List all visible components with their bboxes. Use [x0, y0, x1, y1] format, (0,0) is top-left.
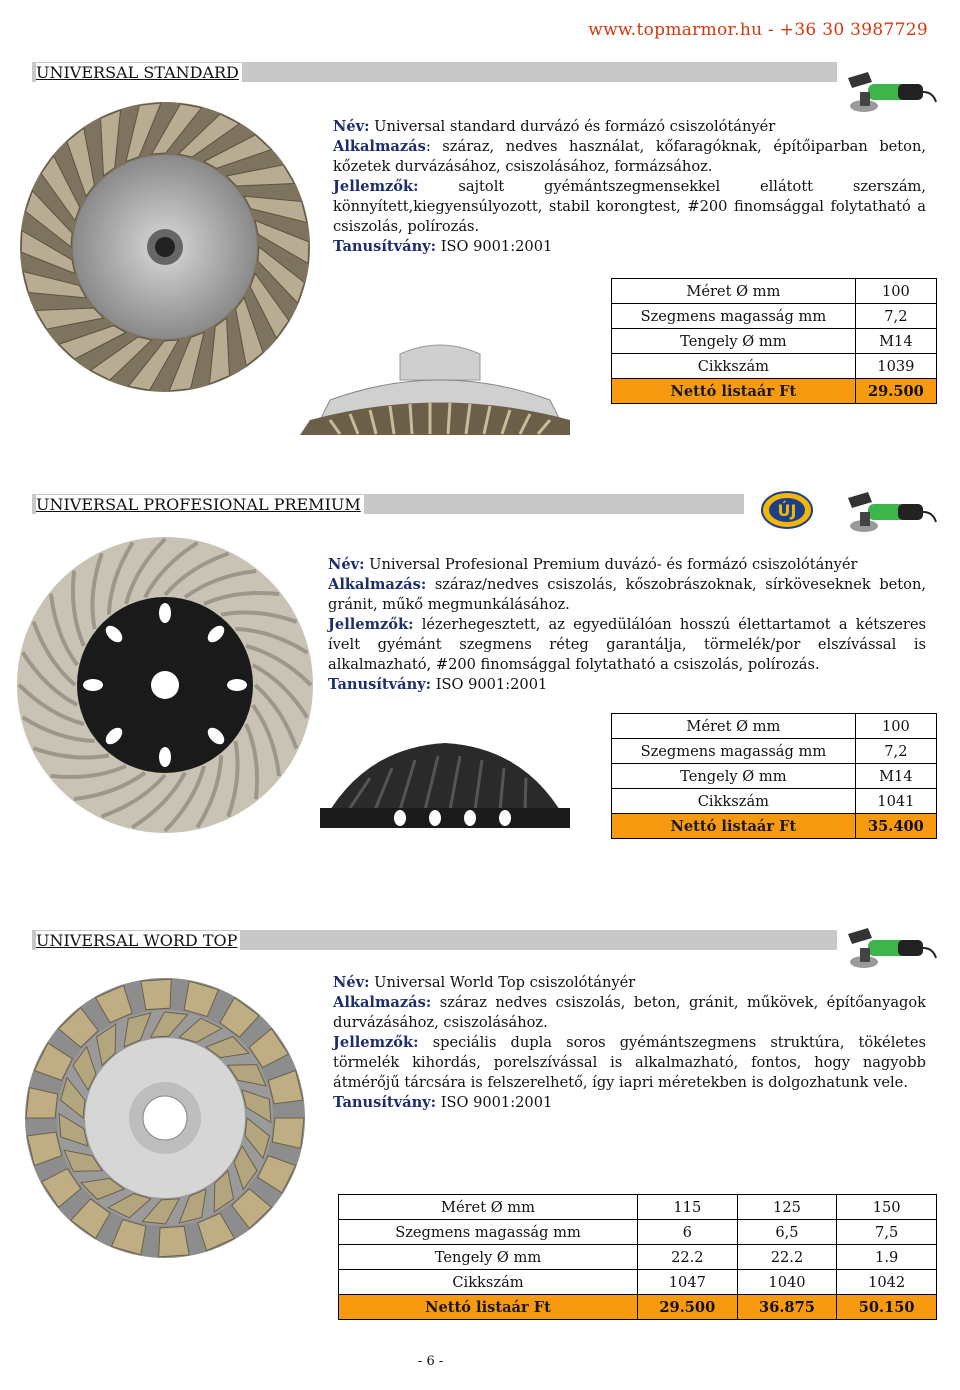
price-value: 35.400 — [855, 814, 936, 839]
table-cell: 125 — [737, 1195, 837, 1220]
certificate-text: ISO 9001:2001 — [431, 676, 548, 693]
site-header[interactable]: www.topmarmor.hu - +36 30 3987729 — [588, 20, 928, 40]
product-name: Universal Profesional Premium duvázó- és formázó csiszolótányér — [364, 556, 858, 573]
label-jellemzok: Jellemzők: — [328, 616, 414, 633]
table-cell: 100 — [855, 279, 936, 304]
new-badge-icon — [760, 490, 814, 530]
angle-grinder-icon — [838, 70, 938, 120]
table-row — [612, 304, 937, 329]
table-row — [612, 789, 937, 814]
table-cell: 22.2 — [737, 1245, 837, 1270]
label-alkalmazas: Alkalmazás: — [333, 994, 432, 1011]
price-label: Nettó listaár Ft — [612, 814, 856, 839]
table-cell: M14 — [855, 764, 936, 789]
section-description — [333, 117, 926, 257]
table-cell: 1041 — [855, 789, 936, 814]
section-description — [333, 973, 926, 1113]
application-text: száraz/nedves csiszolás, kőszobrászoknak, sírköveseknek beton, gránit, műkő megmunkálásához. — [328, 576, 926, 613]
label-tanusitvany: Tanusítvány: — [333, 238, 437, 255]
premium-side-view-image — [300, 738, 590, 833]
table-cell: Méret Ø mm — [339, 1195, 638, 1220]
features-text: speciális dupla soros gyémántszegmens struktúra, tökéletes törmelék kihordás, porelszívással is alkalmazható, fontos, hogy nagyobb átmérőjű tárcsára is felszerelhető, így iapri méretekben is dolgozhatunk vele. — [333, 1034, 926, 1091]
table-cell: 6 — [638, 1220, 738, 1245]
label-nev: Név: — [328, 556, 365, 573]
table-cell: Cikkszám — [339, 1270, 638, 1295]
application-text: : száraz, nedves használat, kőfaragóknak, építőiparban beton, kőzetek durvázásához, csiszolásához, formázsához. — [333, 138, 926, 175]
angle-grinder-icon — [838, 926, 938, 976]
table-cell: 100 — [855, 714, 936, 739]
premium-cup-wheel-image — [15, 535, 320, 840]
spec-table-standard — [611, 278, 937, 404]
spec-table-premium — [611, 713, 937, 839]
table-cell: Szegmens magasság mm — [339, 1220, 638, 1245]
table-cell: 7,2 — [855, 304, 936, 329]
world-top-cup-wheel-image — [20, 973, 310, 1263]
table-row — [612, 279, 937, 304]
table-cell: M14 — [855, 329, 936, 354]
label-alkalmazas: Alkalmazás: — [328, 576, 427, 593]
product-name: Universal World Top csiszolótányér — [369, 974, 636, 991]
spec-table-world-top — [338, 1194, 937, 1320]
table-cell: 150 — [837, 1195, 937, 1220]
table-row — [339, 1220, 937, 1245]
section-description — [328, 555, 926, 695]
price-label: Nettó listaár Ft — [612, 379, 856, 404]
certificate-text: ISO 9001:2001 — [436, 238, 553, 255]
features-text: lézerhegesztett, az egyedülálóan hosszú élettartamot a kétszeres ívelt gyémánt szegmens réteg garantálja, törmelék/por elszívással is alkalmazható, #200 finomsággal folytatható a csiszolás, polírozás. — [328, 616, 926, 673]
badge-text: ÚJ — [777, 501, 797, 520]
table-cell: Tengely Ø mm — [612, 764, 856, 789]
label-jellemzok: Jellemzők: — [333, 178, 419, 195]
table-cell: Cikkszám — [612, 789, 856, 814]
label-alkalmazas: Alkalmazás — [333, 138, 426, 155]
table-cell: 7,5 — [837, 1220, 937, 1245]
label-tanusitvany: Tanusítvány: — [333, 1094, 437, 1111]
label-tanusitvany: Tanusítvány: — [328, 676, 432, 693]
section-title: UNIVERSAL PROFESIONAL PREMIUM — [36, 495, 364, 514]
price-row — [612, 814, 937, 839]
section-bar-universal-word-top — [32, 930, 837, 950]
table-row — [339, 1195, 937, 1220]
table-cell: 1039 — [855, 354, 936, 379]
table-cell: Tengely Ø mm — [612, 329, 856, 354]
page-number: - 6 - — [418, 1354, 444, 1369]
table-row — [612, 329, 937, 354]
table-row — [612, 739, 937, 764]
table-cell: Méret Ø mm — [612, 279, 856, 304]
table-cell: 115 — [638, 1195, 738, 1220]
table-cell: 1.9 — [837, 1245, 937, 1270]
table-cell: 7,2 — [855, 739, 936, 764]
price-row — [612, 379, 937, 404]
features-text: sajtolt gyémántszegmensekkel ellátott szerszám, könnyített,kiegyensúlyozott, stabil korongtest, #200 finomsággal folytatható a csiszolás, polírozás. — [333, 178, 926, 235]
table-row — [612, 764, 937, 789]
section-title: UNIVERSAL STANDARD — [36, 63, 242, 82]
label-nev: Név: — [333, 974, 370, 991]
section-bar-universal-standard — [32, 62, 837, 82]
price-value: 29.500 — [855, 379, 936, 404]
table-cell: 22.2 — [638, 1245, 738, 1270]
angle-grinder-icon — [838, 490, 938, 540]
certificate-text: ISO 9001:2001 — [436, 1094, 553, 1111]
table-cell: 1047 — [638, 1270, 738, 1295]
table-cell: Méret Ø mm — [612, 714, 856, 739]
application-text: száraz nedves csiszolás, beton, gránit, műkövek, építőanyagok durvázásához, csiszolásához. — [333, 994, 926, 1031]
table-cell: Szegmens magasság mm — [612, 739, 856, 764]
table-cell: Tengely Ø mm — [339, 1245, 638, 1270]
table-cell: 6,5 — [737, 1220, 837, 1245]
section-title: UNIVERSAL WORD TOP — [36, 931, 240, 950]
price-value: 29.500 — [638, 1295, 738, 1320]
label-jellemzok: Jellemzők: — [333, 1034, 419, 1051]
price-label: Nettó listaár Ft — [339, 1295, 638, 1320]
table-row — [339, 1270, 937, 1295]
table-row — [339, 1245, 937, 1270]
table-cell: Cikkszám — [612, 354, 856, 379]
price-value: 36.875 — [737, 1295, 837, 1320]
table-cell: Szegmens magasság mm — [612, 304, 856, 329]
standard-cup-wheel-image — [15, 97, 320, 402]
table-row — [612, 354, 937, 379]
price-value: 50.150 — [837, 1295, 937, 1320]
table-cell: 1042 — [837, 1270, 937, 1295]
table-row — [612, 714, 937, 739]
table-cell: 1040 — [737, 1270, 837, 1295]
label-nev: Név: — [333, 118, 370, 135]
section-bar-universal-profesional-premium — [32, 494, 744, 514]
product-name: Universal standard durvázó és formázó csiszolótányér — [369, 118, 776, 135]
price-row — [339, 1295, 937, 1320]
standard-side-view-image — [290, 340, 590, 435]
